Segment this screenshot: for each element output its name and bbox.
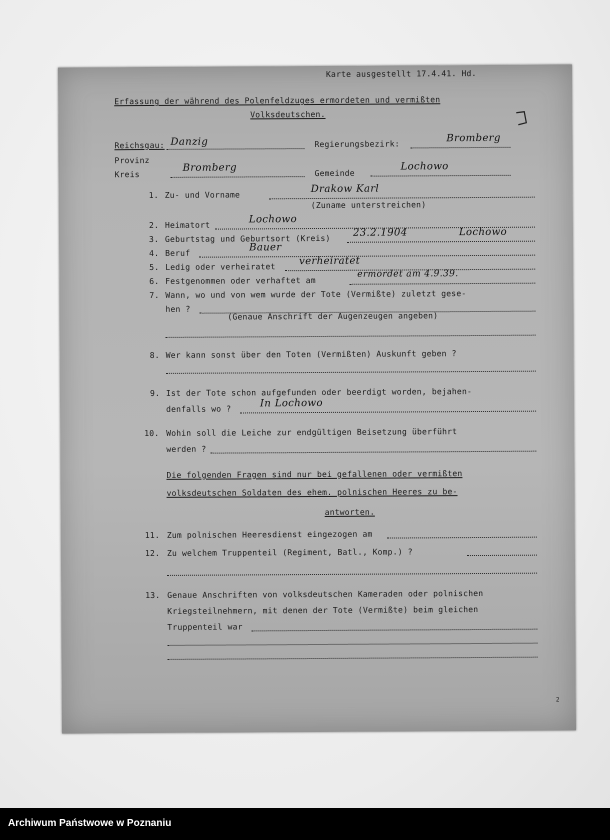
q4-number: 4. [149,248,160,259]
dotted-line [371,175,511,177]
label-regierungsbezirk: Regierungsbezirk: [314,139,400,150]
q13-label-cont2: Truppenteil war [167,622,243,632]
dotted-line [349,283,535,285]
issued-note: Karte ausgestellt 17.4.41. Hd. [325,69,477,79]
q1-note: (Zuname unterstreichen) [310,200,427,211]
q13-number: 13. [145,590,161,601]
pencil-mark-icon [514,111,528,127]
q7-label: Wann, wo und von wem wurde der Tote (Vermißte) zuletzt gese- [165,289,467,300]
q6-number: 6. [149,276,160,287]
q2-number: 2. [148,220,160,231]
value-reichsgau: Danzig [170,136,209,148]
q4-label: Beruf [165,248,191,258]
soldiers-note-line3: antworten. [324,507,375,517]
q1-number: 1. [148,190,159,201]
form-title-line1: Erfassung der während des Polenfeldzuges ermordeten und vermißten [114,95,441,107]
q2-label: Heimatort [164,220,211,230]
dotted-line [168,657,538,660]
dotted-line [166,335,536,338]
q1-value: Drakow Karl [310,183,380,196]
q4-value: Bauer [249,242,282,254]
q5-number: 5. [149,262,160,273]
label-provinz: Provinz [114,156,150,166]
q7-label-cont: hen ? [165,304,191,314]
q1-label: Zu- und Vorname [164,190,241,200]
dotted-line [347,241,535,243]
q7-note: (Genaue Anschrift der Augenzeugen angeben) [227,311,439,322]
q6-label: Festgenommen oder verhaftet am [165,276,316,286]
label-gemeinde: Gemeinde [314,168,355,179]
q8-label: Wer kann sonst über den Toten (Vermißten) Auskunft geben ? [165,349,457,360]
value-gemeinde: Lochowo [400,161,449,173]
q10-label-cont: werden ? [166,444,207,454]
q12-number: 12. [144,548,161,559]
q10-number: 10. [144,428,160,439]
label-kreis: Kreis [114,170,140,180]
q3-value-date: 23.2.1904 [352,227,408,239]
label-reichsgau: Reichsgau: [114,140,165,151]
page-marker: 2 [555,696,560,704]
q6-value: ermordet am 4.9.39. [357,269,459,280]
q9-label: Ist der Tote schon aufgefunden oder beerdigt worden, bejahen- [165,387,473,398]
dotted-line [166,148,304,150]
q13-label: Genaue Anschriften von volksdeutschen Kameraden oder polnischen [167,588,484,600]
q8-number: 8. [149,350,160,361]
form-card [58,64,576,733]
dotted-line [199,255,535,258]
q11-label: Zum polnischen Heeresdienst eingezogen am [166,529,373,540]
q12-label: Zu welchem Truppenteil (Regiment, Batl., Komp.) ? [166,547,413,558]
q3-number: 3. [148,234,160,245]
dotted-line [166,371,536,374]
soldiers-note-line1: Die folgenden Fragen sind nur bei gefallenen oder vermißten [166,469,463,480]
q9-value: In Lochowo [259,397,323,410]
q13-label-cont: Kriegsteilnehmern, mit denen der Tote (Vermißte) beim gleichen [167,605,479,616]
dotted-line [240,411,536,414]
q3-value-place: Lochowo [458,226,508,239]
form-title-line2: Volksdeutschen. [250,109,326,120]
q7-number: 7. [149,290,160,301]
q3-label: Geburtstag und Geburtsort (Kreis) [164,233,331,244]
archive-name: Archiwum Państwowe w Poznaniu [8,818,172,829]
soldiers-note-line2: volksdeutschen Soldaten des ehem. polnischen Heeres zu be- [166,487,458,498]
q5-value: verheiratet [299,255,361,268]
q10-label: Wohin soll die Leiche zur endgültigen Beisetzung überführt [166,427,458,438]
q9-label-cont: denfalls wo ? [166,404,232,414]
dotted-line [167,573,537,576]
value-regierungsbezirk: Bromberg [446,132,501,145]
dotted-line [210,451,536,454]
dotted-line [410,147,510,149]
q5-label: Ledig oder verheiratet [165,262,276,272]
dotted-line [171,176,305,178]
dotted-line [167,643,537,646]
dotted-line [251,629,537,632]
q9-number: 9. [149,388,161,399]
q11-number: 11. [144,530,160,541]
dotted-line [387,537,537,539]
dotted-line [467,555,537,556]
value-kreis: Bromberg [182,162,237,174]
dotted-line [269,197,535,200]
q2-value: Lochowo [248,214,298,226]
